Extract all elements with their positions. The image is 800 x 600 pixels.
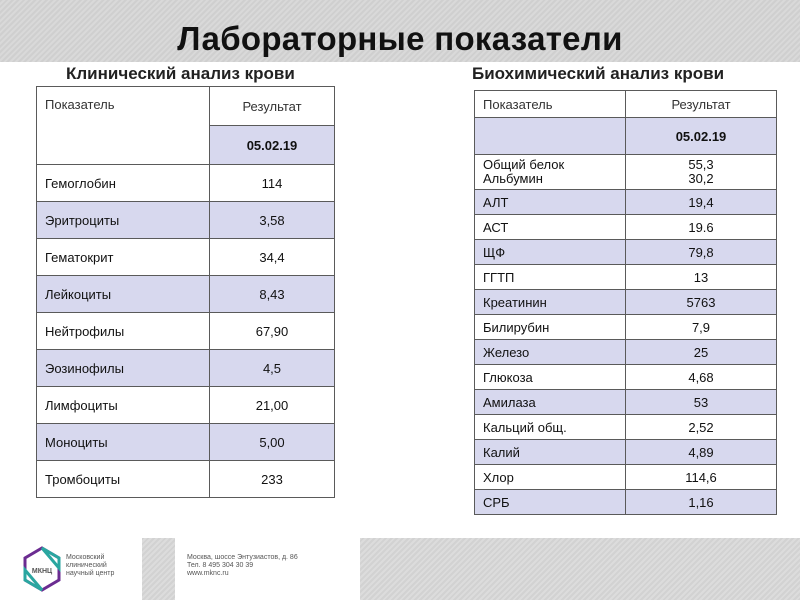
table-row (475, 155, 777, 190)
biochem-subtitle: Биохимический анализ крови (472, 64, 725, 83)
table-row (475, 390, 777, 415)
logo-abbr: МКНЦ (31, 568, 53, 575)
table-row (37, 239, 335, 276)
clinical-subtitle: Клинический анализ крови (66, 64, 295, 83)
row-name: Эритроциты (37, 202, 210, 239)
date-row (475, 118, 777, 155)
table-header-row (37, 87, 335, 126)
table-row (475, 190, 777, 215)
row-value-line: 30,2 (688, 171, 714, 186)
row-value: 5763 (626, 290, 777, 315)
row-value: 19.6 (626, 215, 777, 240)
table-row (475, 290, 777, 315)
row-name: Эозинофилы (37, 350, 210, 387)
row-name: Гемоглобин (37, 165, 210, 202)
table-header-row (475, 91, 777, 118)
table-row (37, 461, 335, 498)
row-name: Тромбоциты (37, 461, 210, 498)
table-row (37, 387, 335, 424)
row-value: 8,43 (210, 276, 335, 313)
row-value: 2,52 (626, 415, 777, 440)
row-value: 233 (210, 461, 335, 498)
biochem-table (474, 90, 777, 515)
row-value: 13 (626, 265, 777, 290)
row-value: 34,4 (210, 239, 335, 276)
row-name: Кальций общ. (475, 415, 626, 440)
footer-contacts (175, 538, 360, 600)
table-row (475, 215, 777, 240)
table-row (37, 165, 335, 202)
row-value: 3,58 (210, 202, 335, 239)
row-name-line: Альбумин (483, 171, 543, 186)
header-result: Результат (626, 91, 777, 118)
row-value: 19,4 (626, 190, 777, 215)
row-name: АЛТ (475, 190, 626, 215)
table-row (475, 490, 777, 515)
row-value: 25 (626, 340, 777, 365)
date-cell: 05.02.19 (210, 126, 335, 165)
row-value: 21,00 (210, 387, 335, 424)
row-name: Лимфоциты (37, 387, 210, 424)
row-value-line: 55,3 (688, 157, 714, 172)
row-name: Креатинин (475, 290, 626, 315)
date-cell: 05.02.19 (626, 118, 777, 155)
table-row (475, 440, 777, 465)
contact-info (187, 554, 298, 578)
row-value: 4,5 (210, 350, 335, 387)
row-name-line: Общий белок (483, 157, 565, 172)
row-value (626, 155, 777, 190)
header-param: Показатель (475, 91, 626, 118)
row-name: СРБ (475, 490, 626, 515)
date-empty-cell (475, 118, 626, 155)
row-name: Нейтрофилы (37, 313, 210, 350)
table-row (475, 415, 777, 440)
table-row (475, 365, 777, 390)
row-value: 7,9 (626, 315, 777, 340)
header-result: Результат (210, 87, 335, 126)
row-value: 114 (210, 165, 335, 202)
table-row (475, 465, 777, 490)
org-line: научный центр (66, 570, 115, 577)
row-name: Гематокрит (37, 239, 210, 276)
site-link[interactable]: www.mknc.ru (187, 570, 229, 577)
row-name: Железо (475, 340, 626, 365)
footer-logo-area (0, 538, 142, 600)
org-line: клинический (66, 562, 107, 569)
row-value: 79,8 (626, 240, 777, 265)
header-param: Показатель (37, 87, 210, 165)
row-value: 4,89 (626, 440, 777, 465)
table-row (37, 424, 335, 461)
row-value: 67,90 (210, 313, 335, 350)
clinical-table (36, 86, 335, 498)
row-name: Хлор (475, 465, 626, 490)
row-name: Билирубин (475, 315, 626, 340)
page-title: Лабораторные показатели (177, 20, 623, 57)
org-name (66, 554, 136, 578)
org-line: Московский (66, 554, 105, 561)
table-row (475, 265, 777, 290)
table-row (37, 313, 335, 350)
row-name: ЩФ (475, 240, 626, 265)
table-row (475, 340, 777, 365)
row-value: 53 (626, 390, 777, 415)
row-value: 5,00 (210, 424, 335, 461)
footer (0, 538, 800, 600)
row-name: АСТ (475, 215, 626, 240)
hexagon-logo-icon (22, 546, 62, 592)
row-value: 1,16 (626, 490, 777, 515)
row-name: Калий (475, 440, 626, 465)
table-row (37, 202, 335, 239)
row-name: Глюкоза (475, 365, 626, 390)
phone-text: Тел. 8 495 304 30 39 (187, 562, 254, 569)
row-name (475, 155, 626, 190)
address-text: Москва, шоссе Энтузиастов, д. 86 (187, 554, 298, 561)
row-name: ГГТП (475, 265, 626, 290)
table-row (37, 276, 335, 313)
row-name: Моноциты (37, 424, 210, 461)
row-value: 4,68 (626, 365, 777, 390)
table-row (37, 350, 335, 387)
row-name: Амилаза (475, 390, 626, 415)
row-name: Лейкоциты (37, 276, 210, 313)
table-row (475, 240, 777, 265)
table-row (475, 315, 777, 340)
row-value: 114,6 (626, 465, 777, 490)
